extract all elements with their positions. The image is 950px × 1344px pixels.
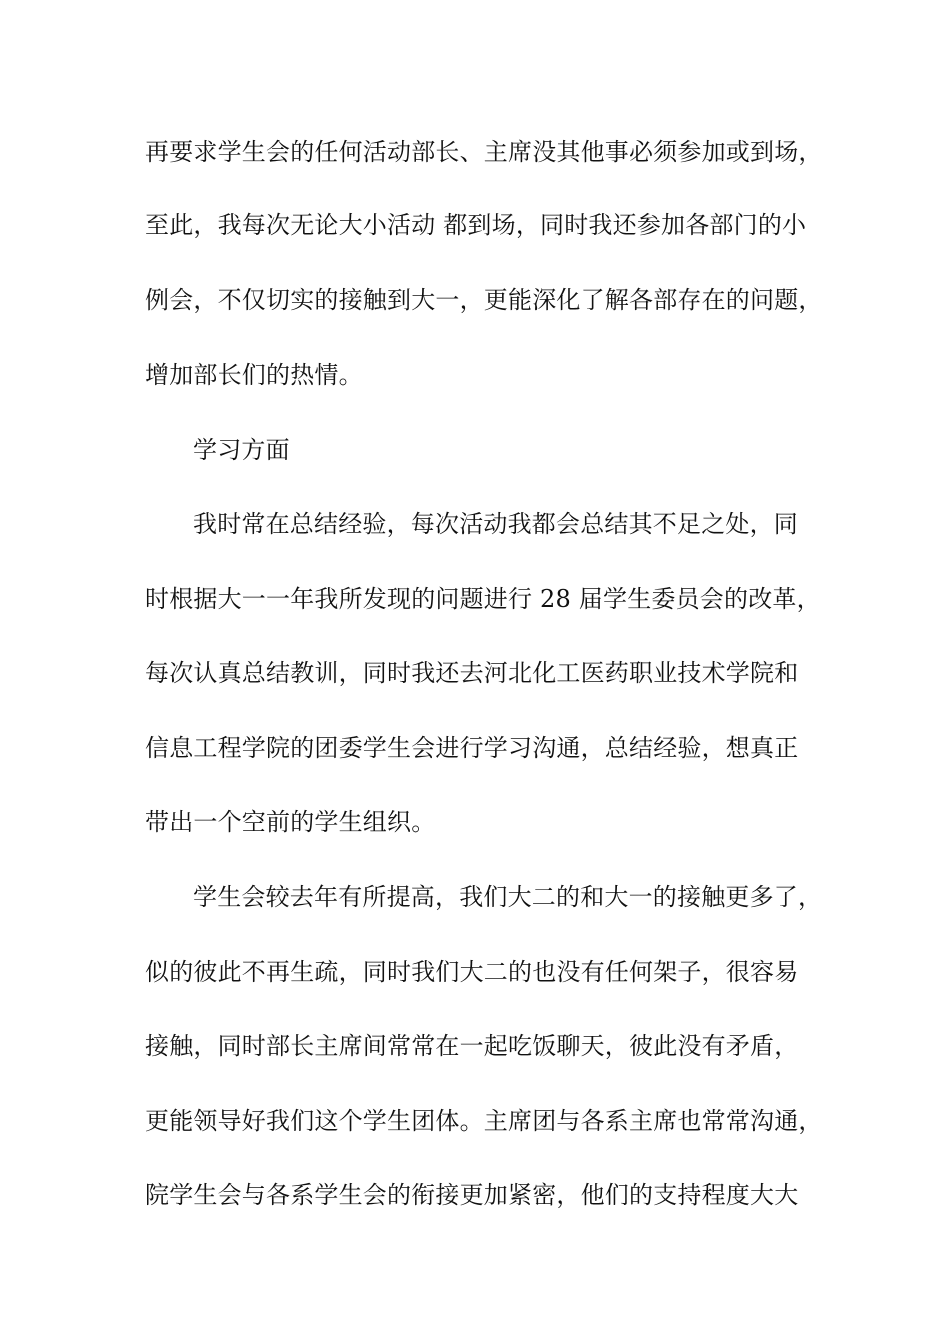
body-text-line: 至此，我每次无论大小活动 都到场，同时我还参加各部门的小	[145, 211, 807, 239]
body-text-line: 时根据大一一年我所发现的问题进行 28 届学生委员会的改革，	[145, 585, 821, 613]
body-text-line: 更能领导好我们这个学生团体。主席团与各系主席也常常沟通，	[145, 1107, 823, 1135]
body-text-line: 带出一个空前的学生组织。	[145, 808, 436, 836]
paragraph-first-line: 学生会较去年有所提高，我们大二的和大一的接触更多了，	[193, 883, 823, 911]
section-heading: 学习方面	[193, 436, 290, 464]
body-text-line: 例会，不仅切实的接触到大一，更能深化了解各部存在的问题，	[145, 286, 823, 314]
body-text-line: 院学生会与各系学生会的衔接更加紧密，他们的支持程度大大	[145, 1181, 799, 1209]
body-text-line: 信息工程学院的团委学生会进行学习沟通，总结经验，想真正	[145, 734, 799, 762]
body-text-line: 似的彼此不再生疏，同时我们大二的也没有任何架子，很容易	[145, 958, 799, 986]
body-text-line: 接触，同时部长主席间常常在一起吃饭聊天，彼此没有矛盾，	[145, 1032, 799, 1060]
body-text-line: 再要求学生会的任何活动部长、主席没其他事必须参加或到场，	[145, 138, 823, 166]
body-text-line: 增加部长们的热情。	[145, 361, 363, 389]
body-text-line: 每次认真总结教训，同时我还去河北化工医药职业技术学院和	[145, 659, 799, 687]
paragraph-first-line: 我时常在总结经验，每次活动我都会总结其不足之处，同	[193, 510, 798, 538]
